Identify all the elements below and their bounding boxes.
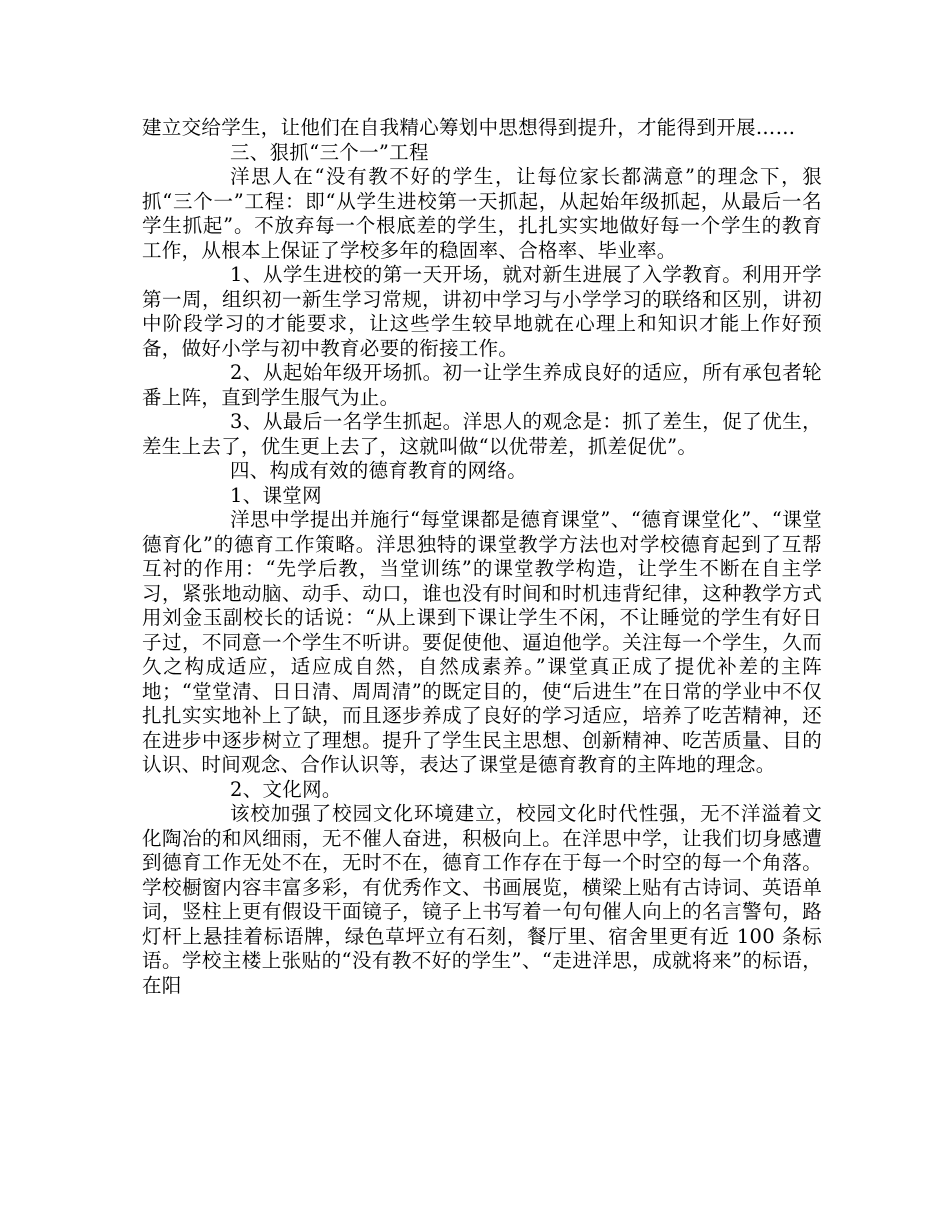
document-body <box>142 116 822 998</box>
section-heading-four: 四、构成有效的德育教育的网络。 <box>230 459 528 482</box>
paragraph-continuation: 建立交给学生，让他们在自我精心筹划中思想得到提升，才能得到开展…… <box>142 116 796 139</box>
paragraph-culture-network: 该校加强了校园文化环境建立，校园文化时代性强，无不洋溢着文化陶冶的和风细雨，无不催人奋进，积极向上。在洋思中学，让我们切身感遭到德育工作无处不在，无时不在，德育工作存在于每一个时空的每一个角落。学校橱窗内容丰富多彩，有优秀作文、书画展览，横梁上贴有古诗词、英语单词，竖柱上更有假设干面镜子，镜子上书写着一句句催人向上的名言警句，路灯杆上悬挂着标语牌，绿色草坪立有石刻，餐厅里、宿舍里更有近 100 条标语。学校主楼上张贴的“没有教不好的学生”、“走进洋思，成就将来”的标语，在阳 <box>142 802 822 997</box>
list-item-1: 1、从学生进校的第一天开场，就对新生进展了入学教育。利用开学第一周，组织初一新生学习常规，讲初中学习与小学学习的联络和区别，讲初中阶段学习的才能要求，让这些学生较早地就在心理上和知识才能上作好预备，做好小学与初中教育必要的衔接工作。 <box>142 263 822 360</box>
section-heading-three: 三、狠抓“三个一”工程 <box>230 140 429 164</box>
list-item-3: 3、从最后一名学生抓起。洋思人的观念是：抓了差生，促了优生，差生上去了，优生更上去了，这就叫做“以优带差，抓差促优”。 <box>142 410 822 458</box>
list-item-2: 2、从起始年级开场抓。初一让学生养成良好的适应，所有承包者轮番上阵，直到学生服气为止。 <box>142 361 822 409</box>
paragraph-classroom-network: 洋思中学提出并施行“每堂课都是德育课堂”、“德育课堂化”、“课堂德育化”的德育工作策略。洋思独特的课堂教学方法也对学校德育起到了互帮互衬的作用：“先学后教，当堂训练”的课堂教学构造，让学生不断在自主学习，紧张地动脑、动手、动口，谁也没有时间和时机违背纪律，这种教学方式用刘金玉副校长的话说：“从上课到下课让学生不闲，不让睡觉的学生有好日子过，不同意一个学生不听讲。要促使他、逼迫他学。关注每一个学生，久而久之构成适应，适应成自然，自然成素养。”课堂真正成了提优补差的主阵地；“堂堂清、日日清、周周清”的既定目的，使“后进生”在日常的学业中不仅扎扎实实地补上了缺，而且逐步养成了良好的学习适应，培养了吃苦精神，还在进步中逐步树立了理想。提升了学生民主思想、创新精神、吃苦质量、目的认识、时间观念、合作认识等，表达了课堂是德育教育的主阵地的理念。 <box>142 508 822 776</box>
subheading-classroom-network: 1、课堂网 <box>230 483 322 507</box>
subheading-culture-network: 2、文化网。 <box>230 777 342 801</box>
paragraph-three-intro: 洋思人在“没有教不好的学生，让每位家长都满意”的理念下，狠抓“三个一”工程：即“从学生进校第一天抓起，从起始年级抓起，从最后一名学生抓起”。不放弃每一个根底差的学生，扎扎实实地做好每一个学生的教育工作，从根本上保证了学校多年的稳固率、合格率、毕业率。 <box>142 165 822 262</box>
